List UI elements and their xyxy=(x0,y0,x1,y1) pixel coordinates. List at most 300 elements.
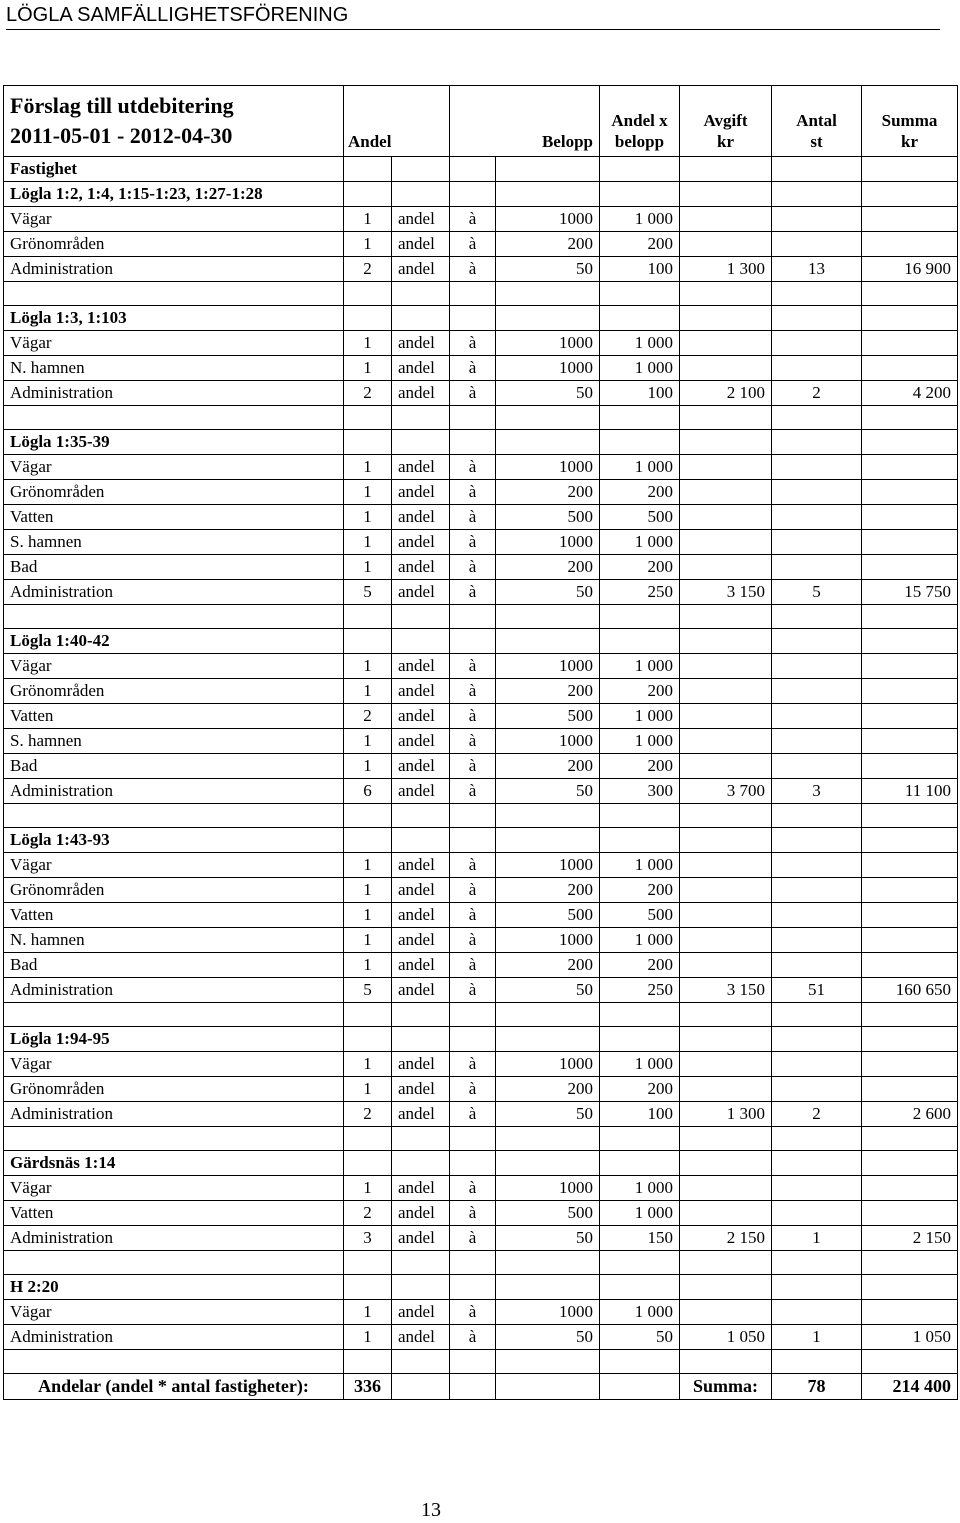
table-row xyxy=(4,207,958,232)
andel-unit: andel xyxy=(392,555,450,580)
summa-value xyxy=(862,853,958,878)
belopp-value: 50 xyxy=(496,381,600,406)
page-number: 13 xyxy=(421,1499,441,1521)
belopp-value: 1000 xyxy=(496,1052,600,1077)
andel-unit: andel xyxy=(392,580,450,605)
summa-value xyxy=(862,480,958,505)
andel-x-belopp-value: 200 xyxy=(600,953,680,978)
summa-value xyxy=(862,331,958,356)
item-name: S. hamnen xyxy=(4,729,344,754)
belopp-value: 200 xyxy=(496,1077,600,1102)
avgift-value xyxy=(680,505,772,530)
column-header-belopp: Belopp xyxy=(450,86,600,157)
at-sign: à xyxy=(450,1300,496,1325)
summa-value: 2 600 xyxy=(862,1102,958,1127)
table-row xyxy=(4,1102,958,1127)
andel-x-belopp-value: 200 xyxy=(600,754,680,779)
at-sign: à xyxy=(450,555,496,580)
andel-unit: andel xyxy=(392,978,450,1003)
andel-x-belopp-value: 1 000 xyxy=(600,356,680,381)
avgift-value xyxy=(680,953,772,978)
avgift-value xyxy=(680,555,772,580)
avgift-value xyxy=(680,356,772,381)
avgift-value xyxy=(680,853,772,878)
andel-x-belopp-value: 1 000 xyxy=(600,928,680,953)
table-row xyxy=(4,381,958,406)
andel-unit: andel xyxy=(392,654,450,679)
avgift-value xyxy=(680,679,772,704)
table-body xyxy=(4,157,958,1400)
andel-x-belopp-value: 1 000 xyxy=(600,704,680,729)
summa-value: 1 050 xyxy=(862,1325,958,1350)
andel-x-belopp-value: 1 000 xyxy=(600,1300,680,1325)
antal-value: 5 xyxy=(772,580,862,605)
andel-unit: andel xyxy=(392,232,450,257)
andel-qty: 5 xyxy=(344,978,392,1003)
table-row xyxy=(4,530,958,555)
andel-qty: 1 xyxy=(344,1325,392,1350)
item-name: Vatten xyxy=(4,704,344,729)
summa-value: 16 900 xyxy=(862,257,958,282)
table-row xyxy=(4,729,958,754)
group-name: Lögla 1:94-95 xyxy=(4,1027,344,1052)
avgift-value xyxy=(680,1300,772,1325)
item-name: Vägar xyxy=(4,1052,344,1077)
avgift-value xyxy=(680,654,772,679)
item-name: Grönområden xyxy=(4,679,344,704)
summa-value xyxy=(862,953,958,978)
andel-unit: andel xyxy=(392,257,450,282)
andel-qty: 1 xyxy=(344,505,392,530)
at-sign: à xyxy=(450,207,496,232)
belopp-value: 500 xyxy=(496,1201,600,1226)
andel-unit: andel xyxy=(392,480,450,505)
fee-table xyxy=(3,85,958,1400)
antal-value xyxy=(772,555,862,580)
group-header-row xyxy=(4,182,958,207)
group-header-row xyxy=(4,1151,958,1176)
item-name: Vägar xyxy=(4,1300,344,1325)
group-name: Lögla 1:40-42 xyxy=(4,629,344,654)
item-name: S. hamnen xyxy=(4,530,344,555)
antal-value xyxy=(772,928,862,953)
item-name: Administration xyxy=(4,381,344,406)
andel-unit: andel xyxy=(392,853,450,878)
andel-unit: andel xyxy=(392,729,450,754)
summa-value xyxy=(862,679,958,704)
summa-value: 2 150 xyxy=(862,1226,958,1251)
table-row xyxy=(4,978,958,1003)
belopp-value: 200 xyxy=(496,555,600,580)
andel-unit: andel xyxy=(392,903,450,928)
at-sign: à xyxy=(450,1325,496,1350)
antal-value xyxy=(772,1077,862,1102)
table-row xyxy=(4,1300,958,1325)
group-header-row xyxy=(4,306,958,331)
summa-value xyxy=(862,1201,958,1226)
item-name: Vatten xyxy=(4,1201,344,1226)
table-row xyxy=(4,331,958,356)
belopp-value: 50 xyxy=(496,1102,600,1127)
item-name: Administration xyxy=(4,1102,344,1127)
item-name: N. hamnen xyxy=(4,356,344,381)
antal-value: 2 xyxy=(772,1102,862,1127)
column-header-summa: Summa kr xyxy=(862,86,958,157)
item-name: Vägar xyxy=(4,455,344,480)
andel-x-belopp-value: 200 xyxy=(600,555,680,580)
antal-value xyxy=(772,1300,862,1325)
table-row xyxy=(4,555,958,580)
andel-x-belopp-value: 1 000 xyxy=(600,530,680,555)
title-line-2: 2011-05-01 - 2012-04-30 xyxy=(10,123,233,148)
andel-qty: 1 xyxy=(344,853,392,878)
andel-x-belopp-value: 1 000 xyxy=(600,1052,680,1077)
andel-unit: andel xyxy=(392,1176,450,1201)
at-sign: à xyxy=(450,754,496,779)
table-row xyxy=(4,878,958,903)
andel-x-belopp-value: 100 xyxy=(600,257,680,282)
avgift-value: 3 700 xyxy=(680,779,772,804)
group-name: Gärdsnäs 1:14 xyxy=(4,1151,344,1176)
at-sign: à xyxy=(450,953,496,978)
summa-value xyxy=(862,729,958,754)
antal-value xyxy=(772,232,862,257)
andelar-label: Andelar (andel * antal fastigheter): xyxy=(4,1374,344,1400)
summa-value xyxy=(862,356,958,381)
andel-qty: 1 xyxy=(344,331,392,356)
andel-qty: 1 xyxy=(344,356,392,381)
table-row xyxy=(4,1201,958,1226)
andel-unit: andel xyxy=(392,381,450,406)
belopp-value: 1000 xyxy=(496,331,600,356)
table-title xyxy=(4,86,344,157)
belopp-value: 1000 xyxy=(496,1176,600,1201)
andel-x-belopp-value: 200 xyxy=(600,1077,680,1102)
at-sign: à xyxy=(450,679,496,704)
andel-qty: 1 xyxy=(344,754,392,779)
table-row xyxy=(4,654,958,679)
item-name: Vatten xyxy=(4,903,344,928)
belopp-value: 200 xyxy=(496,232,600,257)
at-sign: à xyxy=(450,257,496,282)
andel-qty: 1 xyxy=(344,654,392,679)
group-name: Lögla 1:2, 1:4, 1:15-1:23, 1:27-1:28 xyxy=(4,182,344,207)
andel-unit: andel xyxy=(392,1077,450,1102)
table-row xyxy=(4,480,958,505)
column-header-antal: Antal st xyxy=(772,86,862,157)
group-name: Lögla 1:3, 1:103 xyxy=(4,306,344,331)
group-header-row xyxy=(4,430,958,455)
andel-x-belopp-value: 200 xyxy=(600,679,680,704)
at-sign: à xyxy=(450,1176,496,1201)
andel-qty: 1 xyxy=(344,679,392,704)
antal-value xyxy=(772,679,862,704)
andel-unit: andel xyxy=(392,1226,450,1251)
andel-qty: 1 xyxy=(344,878,392,903)
table-row xyxy=(4,1052,958,1077)
blank-row xyxy=(4,1003,958,1027)
summa-value xyxy=(862,1176,958,1201)
andel-x-belopp-value: 1 000 xyxy=(600,1201,680,1226)
belopp-value: 1000 xyxy=(496,928,600,953)
item-name: Grönområden xyxy=(4,1077,344,1102)
avgift-value xyxy=(680,704,772,729)
belopp-value: 1000 xyxy=(496,1300,600,1325)
at-sign: à xyxy=(450,1226,496,1251)
andel-x-belopp-value: 1 000 xyxy=(600,455,680,480)
total-row xyxy=(4,1374,958,1400)
avgift-value xyxy=(680,331,772,356)
at-sign: à xyxy=(450,779,496,804)
at-sign: à xyxy=(450,978,496,1003)
andel-qty: 2 xyxy=(344,704,392,729)
at-sign: à xyxy=(450,580,496,605)
at-sign: à xyxy=(450,903,496,928)
at-sign: à xyxy=(450,1052,496,1077)
summa-value xyxy=(862,1077,958,1102)
antal-value: 51 xyxy=(772,978,862,1003)
summa-value xyxy=(862,207,958,232)
belopp-value: 500 xyxy=(496,903,600,928)
belopp-value: 1000 xyxy=(496,530,600,555)
avgift-value xyxy=(680,729,772,754)
antal-value xyxy=(772,853,862,878)
belopp-value: 1000 xyxy=(496,455,600,480)
table-row xyxy=(4,903,958,928)
andel-x-belopp-value: 500 xyxy=(600,903,680,928)
column-header-andel-x-belopp: Andel x belopp xyxy=(600,86,680,157)
table-row xyxy=(4,1077,958,1102)
table-row xyxy=(4,704,958,729)
belopp-value: 1000 xyxy=(496,207,600,232)
andel-unit: andel xyxy=(392,455,450,480)
belopp-value: 200 xyxy=(496,679,600,704)
andel-qty: 2 xyxy=(344,1102,392,1127)
andel-qty: 1 xyxy=(344,1052,392,1077)
andel-qty: 6 xyxy=(344,779,392,804)
andel-unit: andel xyxy=(392,530,450,555)
summa-value xyxy=(862,903,958,928)
item-name: Grönområden xyxy=(4,232,344,257)
andel-x-belopp-value: 200 xyxy=(600,878,680,903)
andel-qty: 2 xyxy=(344,381,392,406)
andel-unit: andel xyxy=(392,1102,450,1127)
summa-value xyxy=(862,754,958,779)
summa-total: 214 400 xyxy=(862,1374,958,1400)
blank-row xyxy=(4,605,958,629)
avgift-value xyxy=(680,903,772,928)
group-header-row xyxy=(4,1275,958,1300)
andel-unit: andel xyxy=(392,679,450,704)
andel-qty: 1 xyxy=(344,232,392,257)
antal-value: 3 xyxy=(772,779,862,804)
antal-value: 2 xyxy=(772,381,862,406)
antal-value xyxy=(772,356,862,381)
at-sign: à xyxy=(450,1102,496,1127)
group-name: Lögla 1:43-93 xyxy=(4,828,344,853)
belopp-value: 1000 xyxy=(496,729,600,754)
andel-x-belopp-value: 1 000 xyxy=(600,853,680,878)
andel-qty: 1 xyxy=(344,480,392,505)
blank-row xyxy=(4,1251,958,1275)
group-header-row xyxy=(4,629,958,654)
summa-value xyxy=(862,555,958,580)
table-row xyxy=(4,1325,958,1350)
andel-x-belopp-value: 500 xyxy=(600,505,680,530)
fastighet-row xyxy=(4,157,958,182)
summa-value xyxy=(862,232,958,257)
antal-value xyxy=(772,903,862,928)
belopp-value: 500 xyxy=(496,505,600,530)
antal-value xyxy=(772,505,862,530)
item-name: Administration xyxy=(4,779,344,804)
table-row xyxy=(4,679,958,704)
summa-value xyxy=(862,1300,958,1325)
andel-qty: 1 xyxy=(344,729,392,754)
antal-value xyxy=(772,729,862,754)
belopp-value: 200 xyxy=(496,953,600,978)
andel-qty: 3 xyxy=(344,1226,392,1251)
andel-x-belopp-value: 200 xyxy=(600,480,680,505)
andel-qty: 1 xyxy=(344,1300,392,1325)
at-sign: à xyxy=(450,729,496,754)
item-name: Administration xyxy=(4,1325,344,1350)
belopp-value: 1000 xyxy=(496,356,600,381)
item-name: Bad xyxy=(4,754,344,779)
summa-value: 11 100 xyxy=(862,779,958,804)
antal-value xyxy=(772,455,862,480)
blank-row xyxy=(4,1127,958,1151)
andel-unit: andel xyxy=(392,928,450,953)
andel-x-belopp-value: 1 000 xyxy=(600,1176,680,1201)
column-header-avgift: Avgift kr xyxy=(680,86,772,157)
item-name: Administration xyxy=(4,257,344,282)
summa-value xyxy=(862,1052,958,1077)
table-row xyxy=(4,580,958,605)
andel-qty: 1 xyxy=(344,455,392,480)
andel-qty: 1 xyxy=(344,207,392,232)
column-header-andel: Andel xyxy=(344,86,450,157)
avgift-value: 1 300 xyxy=(680,1102,772,1127)
antal-value xyxy=(772,207,862,232)
belopp-value: 200 xyxy=(496,878,600,903)
belopp-value: 500 xyxy=(496,704,600,729)
item-name: Vägar xyxy=(4,331,344,356)
andel-qty: 1 xyxy=(344,1176,392,1201)
belopp-value: 50 xyxy=(496,1226,600,1251)
avgift-value xyxy=(680,1052,772,1077)
table-row xyxy=(4,505,958,530)
andel-x-belopp-value: 200 xyxy=(600,232,680,257)
andel-unit: andel xyxy=(392,754,450,779)
table-row xyxy=(4,953,958,978)
summa-value: 4 200 xyxy=(862,381,958,406)
table-row xyxy=(4,356,958,381)
antal-value xyxy=(772,1201,862,1226)
antal-value xyxy=(772,754,862,779)
table-row xyxy=(4,779,958,804)
antal-value: 1 xyxy=(772,1325,862,1350)
title-line-1: Förslag till utdebitering xyxy=(10,93,234,118)
at-sign: à xyxy=(450,530,496,555)
andel-unit: andel xyxy=(392,779,450,804)
at-sign: à xyxy=(450,505,496,530)
andel-unit: andel xyxy=(392,505,450,530)
at-sign: à xyxy=(450,331,496,356)
avgift-value xyxy=(680,754,772,779)
at-sign: à xyxy=(450,654,496,679)
andel-unit: andel xyxy=(392,1201,450,1226)
at-sign: à xyxy=(450,455,496,480)
belopp-value: 50 xyxy=(496,257,600,282)
antal-value xyxy=(772,704,862,729)
group-name: H 2:20 xyxy=(4,1275,344,1300)
antal-value xyxy=(772,953,862,978)
item-name: Bad xyxy=(4,953,344,978)
antal-value xyxy=(772,654,862,679)
andel-qty: 2 xyxy=(344,257,392,282)
table-row xyxy=(4,853,958,878)
at-sign: à xyxy=(450,1201,496,1226)
summa-label: Summa: xyxy=(680,1374,772,1400)
andel-qty: 2 xyxy=(344,1201,392,1226)
avgift-value xyxy=(680,455,772,480)
summa-value xyxy=(862,455,958,480)
andel-unit: andel xyxy=(392,1325,450,1350)
table-row xyxy=(4,257,958,282)
andel-unit: andel xyxy=(392,1300,450,1325)
at-sign: à xyxy=(450,232,496,257)
avgift-value xyxy=(680,878,772,903)
blank-row xyxy=(4,804,958,828)
item-name: Grönområden xyxy=(4,480,344,505)
andel-unit: andel xyxy=(392,356,450,381)
belopp-value: 200 xyxy=(496,754,600,779)
avgift-value xyxy=(680,928,772,953)
item-name: N. hamnen xyxy=(4,928,344,953)
summa-value: 160 650 xyxy=(862,978,958,1003)
summa-value xyxy=(862,928,958,953)
item-name: Administration xyxy=(4,1226,344,1251)
group-header-row xyxy=(4,1027,958,1052)
andel-x-belopp-value: 150 xyxy=(600,1226,680,1251)
andel-qty: 1 xyxy=(344,928,392,953)
at-sign: à xyxy=(450,381,496,406)
andel-x-belopp-value: 100 xyxy=(600,381,680,406)
document-header: LÖGLA SAMFÄLLIGHETSFÖRENING xyxy=(6,2,940,30)
andel-qty: 1 xyxy=(344,1077,392,1102)
andel-qty: 1 xyxy=(344,530,392,555)
avgift-value xyxy=(680,1176,772,1201)
summa-value xyxy=(862,704,958,729)
andel-x-belopp-value: 1 000 xyxy=(600,654,680,679)
table-row xyxy=(4,754,958,779)
antal-value xyxy=(772,878,862,903)
avgift-value: 1 050 xyxy=(680,1325,772,1350)
antal-value xyxy=(772,480,862,505)
item-name: Administration xyxy=(4,978,344,1003)
antal-value xyxy=(772,1176,862,1201)
at-sign: à xyxy=(450,878,496,903)
andel-qty: 5 xyxy=(344,580,392,605)
avgift-value xyxy=(680,1077,772,1102)
andel-qty: 1 xyxy=(344,903,392,928)
avgift-value xyxy=(680,207,772,232)
item-name: Vägar xyxy=(4,654,344,679)
blank-row xyxy=(4,406,958,430)
belopp-value: 1000 xyxy=(496,654,600,679)
summa-value: 15 750 xyxy=(862,580,958,605)
